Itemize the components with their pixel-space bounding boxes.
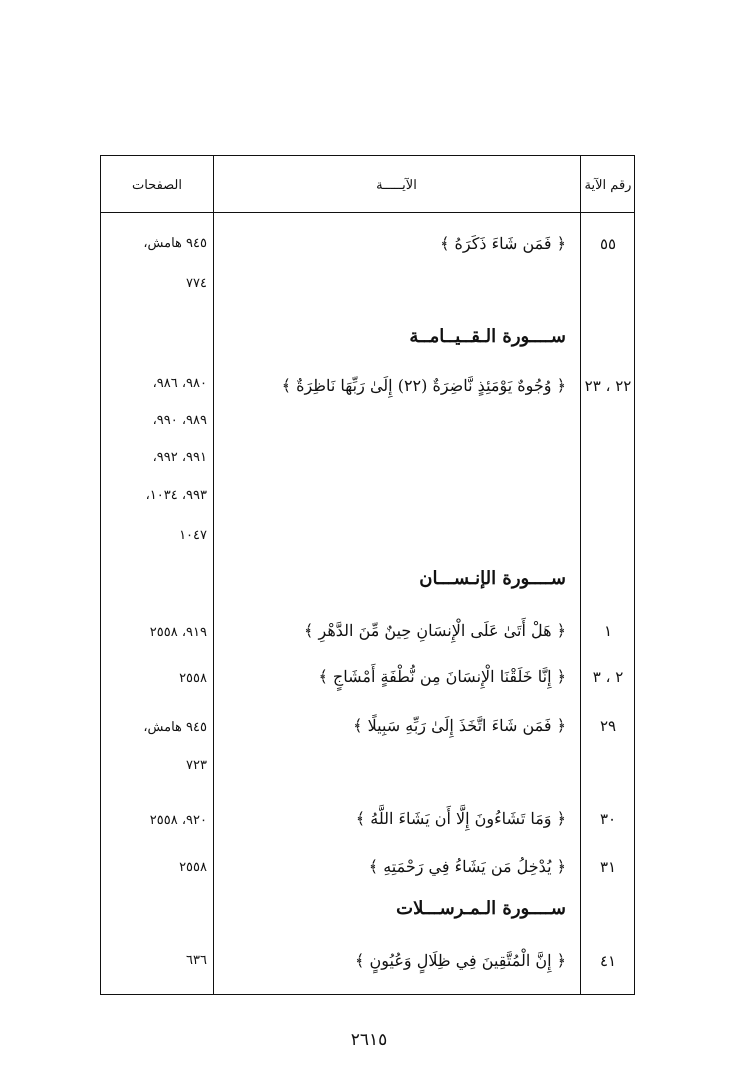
header-pages: الصفحات (131, 178, 182, 193)
ayah-number: ٢ ، ٣ (592, 668, 624, 686)
page-ref: ٩٨٩، ٩٩٠، (152, 413, 207, 428)
ayah-text: ﴿ وَمَا تَشَاءُونَ إِلَّا أَن يَشَاءَ اللَّهُ ﴾ (355, 809, 566, 828)
page-ref: ٢٥٥٨ (179, 860, 207, 875)
page-ref: ٩٤٥ هامش، (143, 720, 207, 735)
page-ref: ٩٩١، ٩٩٢، (152, 450, 207, 465)
surah-heading: ســــورة الإنـســـان (419, 568, 566, 589)
surah-heading: ســــورة الـمـرســـلات (396, 898, 566, 919)
page-ref: ٩٢٠، ٢٥٥٨ (149, 813, 207, 828)
ayah-number: ٣١ (599, 858, 617, 876)
surah-heading: ســــورة الـقــيــامــة (409, 326, 566, 347)
page-ref: ٧٢٣ (186, 758, 207, 773)
page-ref: ٢٥٥٨ (179, 671, 207, 686)
page-ref: ٩١٩، ٢٥٥٨ (149, 625, 207, 640)
ayah-number: ٤١ (599, 952, 617, 970)
ayah-text: ﴿ يُدْخِلُ مَن يَشَاءُ فِي رَحْمَتِهِ ﴾ (368, 857, 566, 876)
page-ref: ١٠٤٧ (179, 528, 207, 543)
index-table (100, 155, 635, 995)
header-divider (101, 212, 634, 213)
page-number: ٢٦١٥ (350, 1030, 388, 1050)
ayah-text: ﴿ وُجُوهٌ يَوْمَئِذٍ نَّاضِرَةٌ (٢٢) إِلَىٰ رَبِّهَا نَاظِرَةٌ ﴾ (281, 376, 566, 395)
page-ref: ٩٨٠، ٩٨٦، (152, 376, 207, 391)
page-ref: ٦٣٦ (186, 953, 207, 968)
ayah-number: ٢٩ (599, 717, 617, 735)
ayah-number: ١ (603, 622, 613, 640)
ayah-text: ﴿ فَمَن شَاءَ ذَكَرَهُ ﴾ (440, 234, 566, 253)
ayah-text: ﴿ إِنَّ الْمُتَّقِينَ فِي ظِلَالٍ وَعُيُونٍ ﴾ (355, 951, 566, 970)
column-divider-pages (213, 156, 214, 994)
header-ayah-number: رقم الآية (584, 178, 632, 193)
ayah-number: ٥٥ (599, 235, 617, 253)
ayah-number: ٢٢ ، ٢٣ (584, 377, 632, 395)
page-ref: ٩٤٥ هامش، (143, 236, 207, 251)
ayah-number: ٣٠ (599, 810, 617, 828)
header-ayah: الآيـــــة (376, 178, 417, 193)
page-ref: ٩٩٣، ١٠٣٤، (145, 488, 207, 503)
ayah-text: ﴿ فَمَن شَاءَ اتَّخَذَ إِلَىٰ رَبِّهِ سَبِيلًا ﴾ (353, 716, 566, 735)
ayah-text: ﴿ إِنَّا خَلَقْنَا الْإِنسَانَ مِن نُّطْفَةٍ أَمْشَاجٍ ﴾ (318, 667, 566, 686)
page-ref: ٧٧٤ (186, 276, 207, 291)
ayah-text: ﴿ هَلْ أَتَىٰ عَلَى الْإِنسَانِ حِينٌ مِّنَ الدَّهْرِ ﴾ (304, 621, 566, 640)
